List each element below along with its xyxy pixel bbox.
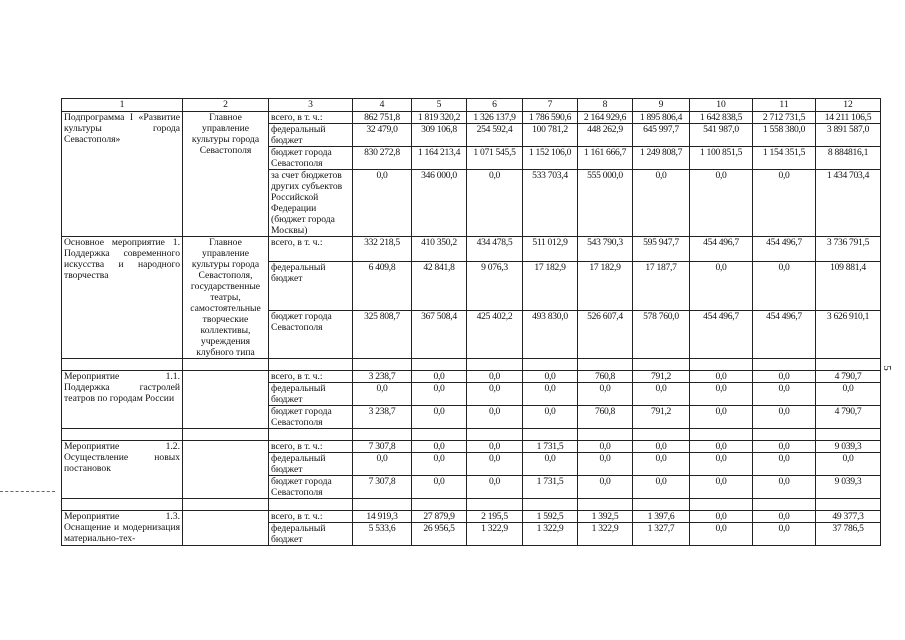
empty-cell [353,499,412,511]
amount-cell: 0,0 [753,371,816,383]
amount-cell: 32 479,0 [353,124,412,147]
program-executor: Главное управление культуры города Севастополя, государственные театры, самостоятельные творческие коллективы, учреждения клубного типа [183,237,269,359]
column-number-header: 8 [578,99,633,112]
amount-cell: 862 751,8 [353,112,412,124]
page-number: 5 [880,365,893,371]
amount-cell: 0,0 [467,441,523,453]
spacer-row [62,429,881,441]
amount-cell: 0,0 [690,453,753,476]
amount-cell: 0,0 [412,406,467,429]
amount-cell: 3 238,7 [353,371,412,383]
amount-cell: 1 322,9 [467,523,523,546]
amount-cell: 3 238,7 [353,406,412,429]
funding-source: всего, в т. ч.: [269,441,353,453]
amount-cell: 1 895 806,4 [633,112,690,124]
amount-cell: 9 039,3 [816,441,881,453]
amount-cell: 0,0 [816,453,881,476]
funding-source: всего, в т. ч.: [269,112,353,124]
amount-cell: 578 760,0 [633,310,690,358]
column-number-header: 7 [523,99,578,112]
amount-cell: 0,0 [523,371,578,383]
amount-cell: 0,0 [467,406,523,429]
funding-source: всего, в т. ч.: [269,511,353,523]
empty-cell [753,429,816,441]
empty-cell [183,499,269,511]
amount-cell: 17 182,9 [523,262,578,310]
empty-cell [353,359,412,371]
amount-cell: 1 161 666,7 [578,147,633,170]
amount-cell: 27 879,9 [412,511,467,523]
funding-source: за счет бюджетов других субъектов Российской Федерации (бюджет города Москвы) [269,170,353,237]
amount-cell: 0,0 [467,371,523,383]
amount-cell: 14 211 106,5 [816,112,881,124]
amount-cell: 448 262,9 [578,124,633,147]
empty-cell [412,359,467,371]
program-name: Мероприятие 1.2. Осуществление новых постановок [62,441,183,499]
column-number-header: 1 [62,99,183,112]
amount-cell: 760,8 [578,371,633,383]
spacer-row [62,359,881,371]
amount-cell: 0,0 [690,406,753,429]
empty-cell [578,499,633,511]
program-name: Основное мероприятие 1. Поддержка современного искусства и народного творчества [62,237,183,359]
amount-cell: 0,0 [467,383,523,406]
amount-cell: 0,0 [412,453,467,476]
empty-cell [523,429,578,441]
amount-cell: 454 496,7 [690,310,753,358]
amount-cell: 0,0 [353,170,412,237]
empty-cell [690,359,753,371]
amount-cell: 4 790,7 [816,406,881,429]
amount-cell: 0,0 [412,383,467,406]
amount-cell: 9 039,3 [816,476,881,499]
amount-cell: 26 956,5 [412,523,467,546]
amount-cell: 1 249 808,7 [633,147,690,170]
funding-source: бюджет города Севастополя [269,147,353,170]
amount-cell: 0,0 [753,406,816,429]
empty-cell [816,499,881,511]
program-executor [183,371,269,429]
amount-cell: 1 100 851,5 [690,147,753,170]
amount-cell: 367 508,4 [412,310,467,358]
amount-cell: 109 881,4 [816,262,881,310]
column-number-header: 2 [183,99,269,112]
amount-cell: 2 195,5 [467,511,523,523]
amount-cell: 0,0 [578,453,633,476]
empty-cell [578,359,633,371]
amount-cell: 4 790,7 [816,371,881,383]
empty-cell [183,429,269,441]
empty-cell [753,359,816,371]
funding-source: федеральный бюджет [269,262,353,310]
amount-cell: 37 786,5 [816,523,881,546]
column-number-header: 6 [467,99,523,112]
column-number-header: 4 [353,99,412,112]
amount-cell: 1 327,7 [633,523,690,546]
amount-cell: 0,0 [753,523,816,546]
amount-cell: 0,0 [578,476,633,499]
amount-cell: 7 307,8 [353,476,412,499]
empty-cell [523,499,578,511]
amount-cell: 0,0 [412,371,467,383]
amount-cell: 0,0 [633,453,690,476]
program-executor [183,511,269,546]
amount-cell: 0,0 [578,441,633,453]
amount-cell: 0,0 [412,476,467,499]
amount-cell: 645 997,7 [633,124,690,147]
amount-cell: 0,0 [353,453,412,476]
amount-cell: 1 397,6 [633,511,690,523]
amount-cell: 9 076,3 [467,262,523,310]
amount-cell: 511 012,9 [523,237,578,262]
amount-cell: 254 592,4 [467,124,523,147]
amount-cell: 830 272,8 [353,147,412,170]
amount-cell: 0,0 [690,371,753,383]
amount-cell: 6 409,8 [353,262,412,310]
amount-cell: 8 884816,1 [816,147,881,170]
amount-cell: 1 558 380,0 [753,124,816,147]
amount-cell: 2 164 929,6 [578,112,633,124]
amount-cell: 454 496,7 [690,237,753,262]
amount-cell: 434 478,5 [467,237,523,262]
amount-cell: 3 891 587,0 [816,124,881,147]
funding-source: федеральный бюджет [269,453,353,476]
amount-cell: 543 790,3 [578,237,633,262]
amount-cell: 2 712 731,5 [753,112,816,124]
amount-cell: 0,0 [690,511,753,523]
budget-table [61,98,881,546]
amount-cell: 410 350,2 [412,237,467,262]
table-row [62,511,881,523]
amount-cell: 0,0 [523,383,578,406]
empty-cell [183,359,269,371]
amount-cell: 17 187,7 [633,262,690,310]
column-number-header: 10 [690,99,753,112]
amount-cell: 0,0 [353,383,412,406]
funding-source: всего, в т. ч.: [269,371,353,383]
amount-cell: 0,0 [690,441,753,453]
column-number-header: 11 [753,99,816,112]
amount-cell: 0,0 [753,262,816,310]
empty-cell [753,499,816,511]
amount-cell: 425 402,2 [467,310,523,358]
empty-cell [633,429,690,441]
funding-source: бюджет города Севастополя [269,310,353,358]
amount-cell: 1 392,5 [578,511,633,523]
amount-cell: 0,0 [753,476,816,499]
amount-cell: 1 731,5 [523,441,578,453]
amount-cell: 533 703,4 [523,170,578,237]
column-number-header: 9 [633,99,690,112]
empty-cell [412,429,467,441]
amount-cell: 100 781,2 [523,124,578,147]
program-executor [183,441,269,499]
amount-cell: 325 808,7 [353,310,412,358]
amount-cell: 1 642 838,5 [690,112,753,124]
amount-cell: 1 434 703,4 [816,170,881,237]
amount-cell: 1 731,5 [523,476,578,499]
table-row [62,237,881,262]
table-row [62,441,881,453]
table-row [62,371,881,383]
empty-cell [269,429,353,441]
amount-cell: 760,8 [578,406,633,429]
amount-cell: 0,0 [690,383,753,406]
column-number-header: 12 [816,99,881,112]
empty-cell [353,429,412,441]
amount-cell: 526 607,4 [578,310,633,358]
amount-cell: 595 947,7 [633,237,690,262]
amount-cell: 555 000,0 [578,170,633,237]
empty-cell [690,429,753,441]
amount-cell: 0,0 [816,383,881,406]
amount-cell: 1 786 590,6 [523,112,578,124]
amount-cell: 493 830,0 [523,310,578,358]
empty-cell [690,499,753,511]
amount-cell: 346 000,0 [412,170,467,237]
funding-source: федеральный бюджет [269,523,353,546]
amount-cell: 1 154 351,5 [753,147,816,170]
amount-cell: 309 106,8 [412,124,467,147]
amount-cell: 1 326 137,9 [467,112,523,124]
column-number-header: 3 [269,99,353,112]
amount-cell: 7 307,8 [353,441,412,453]
table-row [62,112,881,124]
amount-cell: 0,0 [753,170,816,237]
funding-source: бюджет города Севастополя [269,476,353,499]
amount-cell: 0,0 [690,170,753,237]
amount-cell: 49 377,3 [816,511,881,523]
amount-cell: 1 152 106,0 [523,147,578,170]
amount-cell: 1 819 320,2 [412,112,467,124]
empty-cell [62,359,183,371]
empty-cell [269,499,353,511]
empty-cell [269,359,353,371]
margin-dash-line [0,491,55,492]
amount-cell: 0,0 [690,476,753,499]
amount-cell: 791,2 [633,371,690,383]
amount-cell: 1 164 213,4 [412,147,467,170]
empty-cell [467,359,523,371]
empty-cell [523,359,578,371]
empty-cell [62,499,183,511]
column-number-header: 5 [412,99,467,112]
amount-cell: 1 592,5 [523,511,578,523]
program-executor: Главное управление культуры города Севастополя [183,112,269,237]
spacer-row [62,499,881,511]
amount-cell: 0,0 [690,523,753,546]
amount-cell: 1 322,9 [523,523,578,546]
funding-source: федеральный бюджет [269,124,353,147]
amount-cell: 454 496,7 [753,310,816,358]
amount-cell: 3 736 791,5 [816,237,881,262]
amount-cell: 0,0 [578,383,633,406]
empty-cell [816,429,881,441]
empty-cell [816,359,881,371]
empty-cell [467,429,523,441]
empty-cell [412,499,467,511]
amount-cell: 332 218,5 [353,237,412,262]
program-name: Подпрограмма I «Развитие культуры города Севастополя» [62,112,183,237]
funding-source: бюджет города Севастополя [269,406,353,429]
amount-cell: 0,0 [633,383,690,406]
amount-cell: 17 182,9 [578,262,633,310]
amount-cell: 0,0 [753,383,816,406]
amount-cell: 1 071 545,5 [467,147,523,170]
amount-cell: 14 919,3 [353,511,412,523]
amount-cell: 5 533,6 [353,523,412,546]
header-row [62,99,881,112]
amount-cell: 0,0 [690,262,753,310]
amount-cell: 1 322,9 [578,523,633,546]
amount-cell: 0,0 [753,441,816,453]
funding-source: федеральный бюджет [269,383,353,406]
amount-cell: 3 626 910,1 [816,310,881,358]
amount-cell: 0,0 [467,476,523,499]
empty-cell [62,429,183,441]
empty-cell [633,359,690,371]
amount-cell: 0,0 [633,170,690,237]
empty-cell [633,499,690,511]
amount-cell: 0,0 [753,511,816,523]
program-name: Мероприятие 1.1. Поддержка гастролей театров по городам России [62,371,183,429]
amount-cell: 0,0 [412,441,467,453]
empty-cell [578,429,633,441]
amount-cell: 454 496,7 [753,237,816,262]
amount-cell: 42 841,8 [412,262,467,310]
amount-cell: 0,0 [633,441,690,453]
amount-cell: 541 987,0 [690,124,753,147]
amount-cell: 791,2 [633,406,690,429]
amount-cell: 0,0 [467,170,523,237]
amount-cell: 0,0 [467,453,523,476]
empty-cell [467,499,523,511]
program-name: Мероприятие 1.3. Оснащение и модернизация материально-тех- [62,511,183,546]
funding-source: всего, в т. ч.: [269,237,353,262]
amount-cell: 0,0 [523,406,578,429]
amount-cell: 0,0 [633,476,690,499]
amount-cell: 0,0 [753,453,816,476]
amount-cell: 0,0 [523,453,578,476]
